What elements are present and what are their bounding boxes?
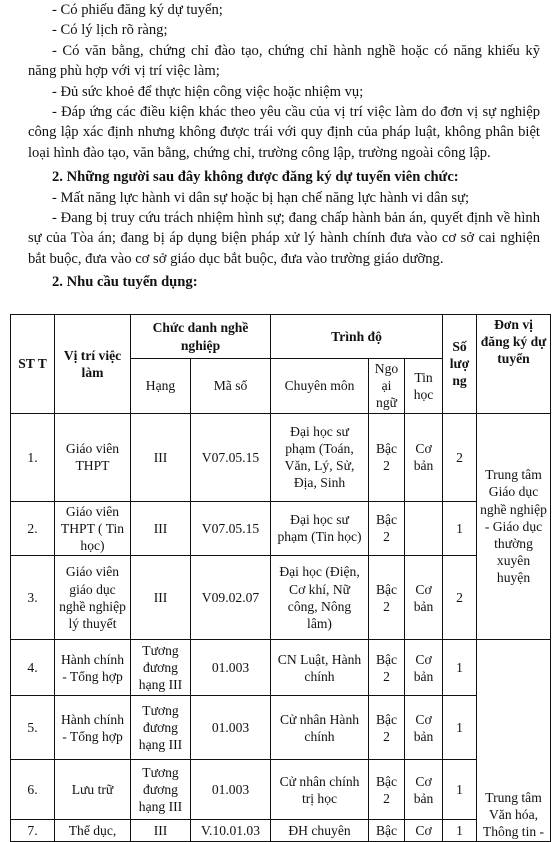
cell-major: Đại học sư phạm (Tin học) bbox=[271, 501, 369, 556]
cell-it: Cơ bản bbox=[405, 556, 443, 640]
condition-item: - Có phiếu đăng ký dự tuyển; bbox=[52, 2, 223, 18]
cell-position: Giáo viên giáo dục nghề nghiệp lý thuyết bbox=[55, 556, 131, 640]
cell-quantity: 1 bbox=[443, 820, 477, 842]
cell-quantity: 1 bbox=[443, 501, 477, 556]
table-row bbox=[11, 640, 551, 696]
cell-position: Giáo viên THPT bbox=[55, 413, 131, 501]
cell-rank: III bbox=[131, 820, 191, 842]
cell-stt: 2. bbox=[11, 501, 55, 556]
table-row bbox=[11, 413, 551, 501]
cell-major: Đại học sư phạm (Toán, Văn, Lý, Sử, Địa, Sinh bbox=[271, 413, 369, 501]
cell-position: Lưu trữ bbox=[55, 760, 131, 820]
cell-major: Cử nhân Hành chính bbox=[271, 696, 369, 760]
cell-rank: III bbox=[131, 556, 191, 640]
cell-it: Cơ bản bbox=[405, 413, 443, 501]
cell-position: Giáo viên THPT ( Tin học) bbox=[55, 501, 131, 556]
header-rank: Hạng bbox=[131, 359, 191, 414]
table-row bbox=[11, 696, 551, 760]
header-language: Ngo ại ngữ bbox=[369, 359, 405, 414]
cell-code: 01.003 bbox=[191, 640, 271, 696]
cell-major: CN Luật, Hành chính bbox=[271, 640, 369, 696]
cell-position: Hành chính - Tổng hợp bbox=[55, 640, 131, 696]
cell-rank: Tương đương hạng III bbox=[131, 760, 191, 820]
exclusion-item: - Đang bị truy cứu trách nhiệm hình sự; đang chấp hành bản án, quyết định về hình sự của Tòa án; đang bị áp dụng biện pháp xử lý hành chính đưa vào cơ sở cai nghiện bắt buộc, đưa vào cơ sở giáo dục bắt buộc, đưa vào trường giáo dưỡng. bbox=[28, 210, 540, 267]
cell-it: Cơ bbox=[405, 820, 443, 842]
cell-language: Bậc 2 bbox=[369, 501, 405, 556]
condition-item: - Đáp ứng các điều kiện khác theo yêu cầu của vị trí việc làm do đơn vị sự nghiệp công lập xác định nhưng không được trái với quy định của pháp luật, không phân biệt loại hình đào tạo, văn bằng, chứng chỉ, trường công lập, trường ngoài công lập. bbox=[28, 104, 540, 161]
cell-code: 01.003 bbox=[191, 760, 271, 820]
cell-language: Bậc 2 bbox=[369, 556, 405, 640]
cell-stt: 6. bbox=[11, 760, 55, 820]
cell-code: 01.003 bbox=[191, 696, 271, 760]
section-heading-exclusions: 2. Những người sau đây không được đăng ký dự tuyển viên chức: bbox=[52, 169, 459, 186]
cell-position: Hành chính - Tổng hợp bbox=[55, 696, 131, 760]
cell-major: Đại học (Điện, Cơ khí, Nữ công, Nông lâm) bbox=[271, 556, 369, 640]
cell-quantity: 2 bbox=[443, 413, 477, 501]
cell-it bbox=[405, 501, 443, 556]
cell-it: Cơ bản bbox=[405, 760, 443, 820]
cell-language: Bậc 2 bbox=[369, 696, 405, 760]
header-major: Chuyên môn bbox=[271, 359, 369, 414]
section-heading-recruitment-needs: 2. Nhu cầu tuyển dụng: bbox=[52, 274, 198, 291]
table-row bbox=[11, 556, 551, 640]
cell-unit: Trung tâm Văn hóa, Thông tin - bbox=[477, 640, 551, 842]
cell-language: Bậc 2 bbox=[369, 640, 405, 696]
header-level-group: Trình độ bbox=[271, 315, 443, 359]
cell-rank: III bbox=[131, 413, 191, 501]
cell-rank: Tương đương hạng III bbox=[131, 696, 191, 760]
cell-rank: Tương đương hạng III bbox=[131, 640, 191, 696]
exclusion-item: - Mất năng lực hành vi dân sự hoặc bị hạn chế năng lực hành vi dân sự; bbox=[52, 189, 470, 206]
cell-quantity: 1 bbox=[443, 696, 477, 760]
header-position: Vị trí việc làm bbox=[55, 315, 131, 414]
conditions-text bbox=[28, 0, 540, 293]
header-title-group: Chức danh nghề nghiệp bbox=[131, 315, 271, 359]
cell-stt: 1. bbox=[11, 413, 55, 501]
cell-rank: III bbox=[131, 501, 191, 556]
cell-quantity: 1 bbox=[443, 760, 477, 820]
cell-code: V.10.01.03 bbox=[191, 820, 271, 842]
condition-item: - Có văn bằng, chứng chỉ đào tạo, chứng chỉ hành nghề hoặc có năng khiếu kỹ năng phù hợp với vị trí việc làm; bbox=[28, 42, 540, 80]
cell-quantity: 2 bbox=[443, 556, 477, 640]
table-row bbox=[11, 501, 551, 556]
table-row bbox=[11, 820, 551, 842]
cell-unit: Trung tâm Giáo dục nghề nghiệp - Giáo dục thường xuyên huyện bbox=[477, 413, 551, 640]
header-unit: Đơn vị đăng ký dự tuyển bbox=[477, 315, 551, 414]
cell-major: ĐH chuyên bbox=[271, 820, 369, 842]
cell-quantity: 1 bbox=[443, 640, 477, 696]
condition-item: - Có lý lịch rõ ràng; bbox=[52, 22, 168, 39]
header-it: Tin học bbox=[405, 359, 443, 414]
cell-language: Bậc 2 bbox=[369, 413, 405, 501]
header-quantity: Số lượ ng bbox=[443, 315, 477, 414]
cell-code: V07.05.15 bbox=[191, 413, 271, 501]
cell-position: Thể dục, bbox=[55, 820, 131, 842]
cell-code: V07.05.15 bbox=[191, 501, 271, 556]
cell-major: Cử nhân chính trị học bbox=[271, 760, 369, 820]
cell-stt: 7. bbox=[11, 820, 55, 842]
table-header-row bbox=[11, 315, 551, 359]
recruitment-table bbox=[10, 314, 551, 842]
cell-stt: 3. bbox=[11, 556, 55, 640]
header-stt: ST T bbox=[11, 315, 55, 414]
cell-it: Cơ bản bbox=[405, 696, 443, 760]
table-row bbox=[11, 760, 551, 820]
cell-language: Bậc 2 bbox=[369, 760, 405, 820]
cell-code: V09.02.07 bbox=[191, 556, 271, 640]
cell-stt: 5. bbox=[11, 696, 55, 760]
condition-item: - Đủ sức khoẻ để thực hiện công việc hoặc nhiệm vụ; bbox=[52, 83, 364, 100]
header-code: Mã số bbox=[191, 359, 271, 414]
cell-it: Cơ bản bbox=[405, 640, 443, 696]
cell-stt: 4. bbox=[11, 640, 55, 696]
cell-language: Bậc bbox=[369, 820, 405, 842]
